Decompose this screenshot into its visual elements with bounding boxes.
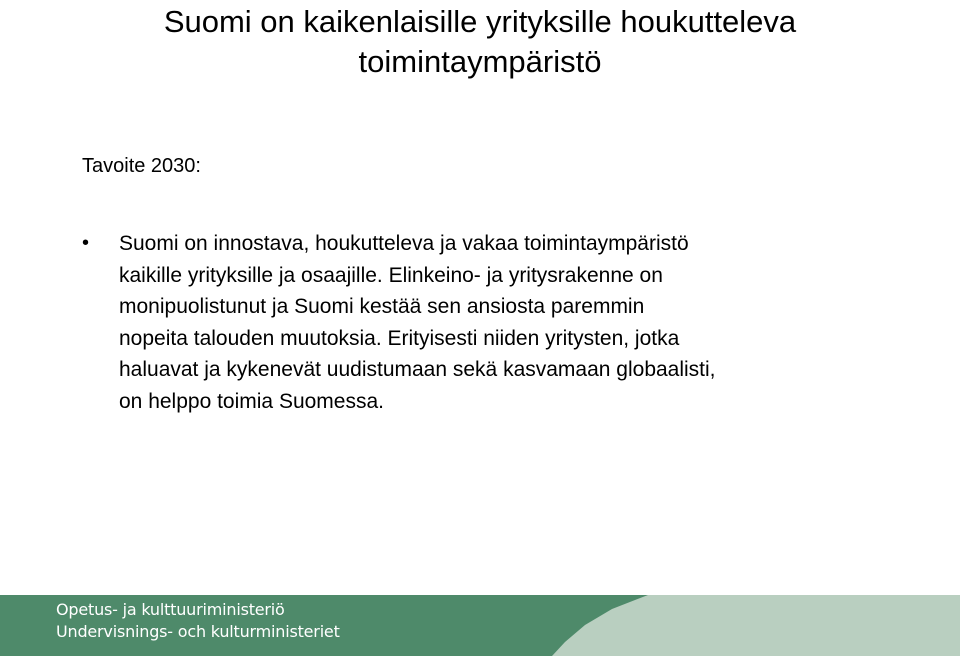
- bullet-list: [82, 228, 942, 417]
- bullet-line-5: haluavat ja kykenevät uudistumaan sekä kasvamaan globaalisti,: [119, 358, 716, 381]
- ministry-footer: [0, 595, 960, 656]
- bullet-item: [82, 228, 942, 417]
- goal-label: Tavoite 2030:: [82, 155, 201, 177]
- bullet-line-4: nopeita talouden muutoksia. Erityisesti niiden yritysten, jotka: [119, 326, 680, 350]
- ministry-name: [56, 599, 340, 643]
- bullet-dot-icon: •: [82, 232, 90, 254]
- slide-title-line-2: toimintaympäristö: [358, 44, 602, 79]
- bullet-line-1: Suomi on innostava, houkutteleva ja vakaa toimintaympäristö: [119, 232, 689, 255]
- slide-title: [0, 2, 960, 82]
- slide-title-line-1: Suomi on kaikenlaisille yrityksille houkutteleva: [163, 4, 797, 39]
- ministry-name-fi: Opetus- ja kulttuuriministeriö: [56, 600, 285, 619]
- bullet-line-3: monipuolistunut ja Suomi kestää sen ansiosta paremmin: [119, 295, 645, 318]
- bullet-line-2: kaikille yrityksille ja osaajille. Elinkeino- ja yritysrakenne on: [119, 263, 663, 287]
- bullet-text: [119, 228, 716, 417]
- ministry-name-sv: Undervisnings- och kulturministeriet: [56, 622, 340, 641]
- bullet-line-6: on helppo toimia Suomessa.: [119, 389, 384, 413]
